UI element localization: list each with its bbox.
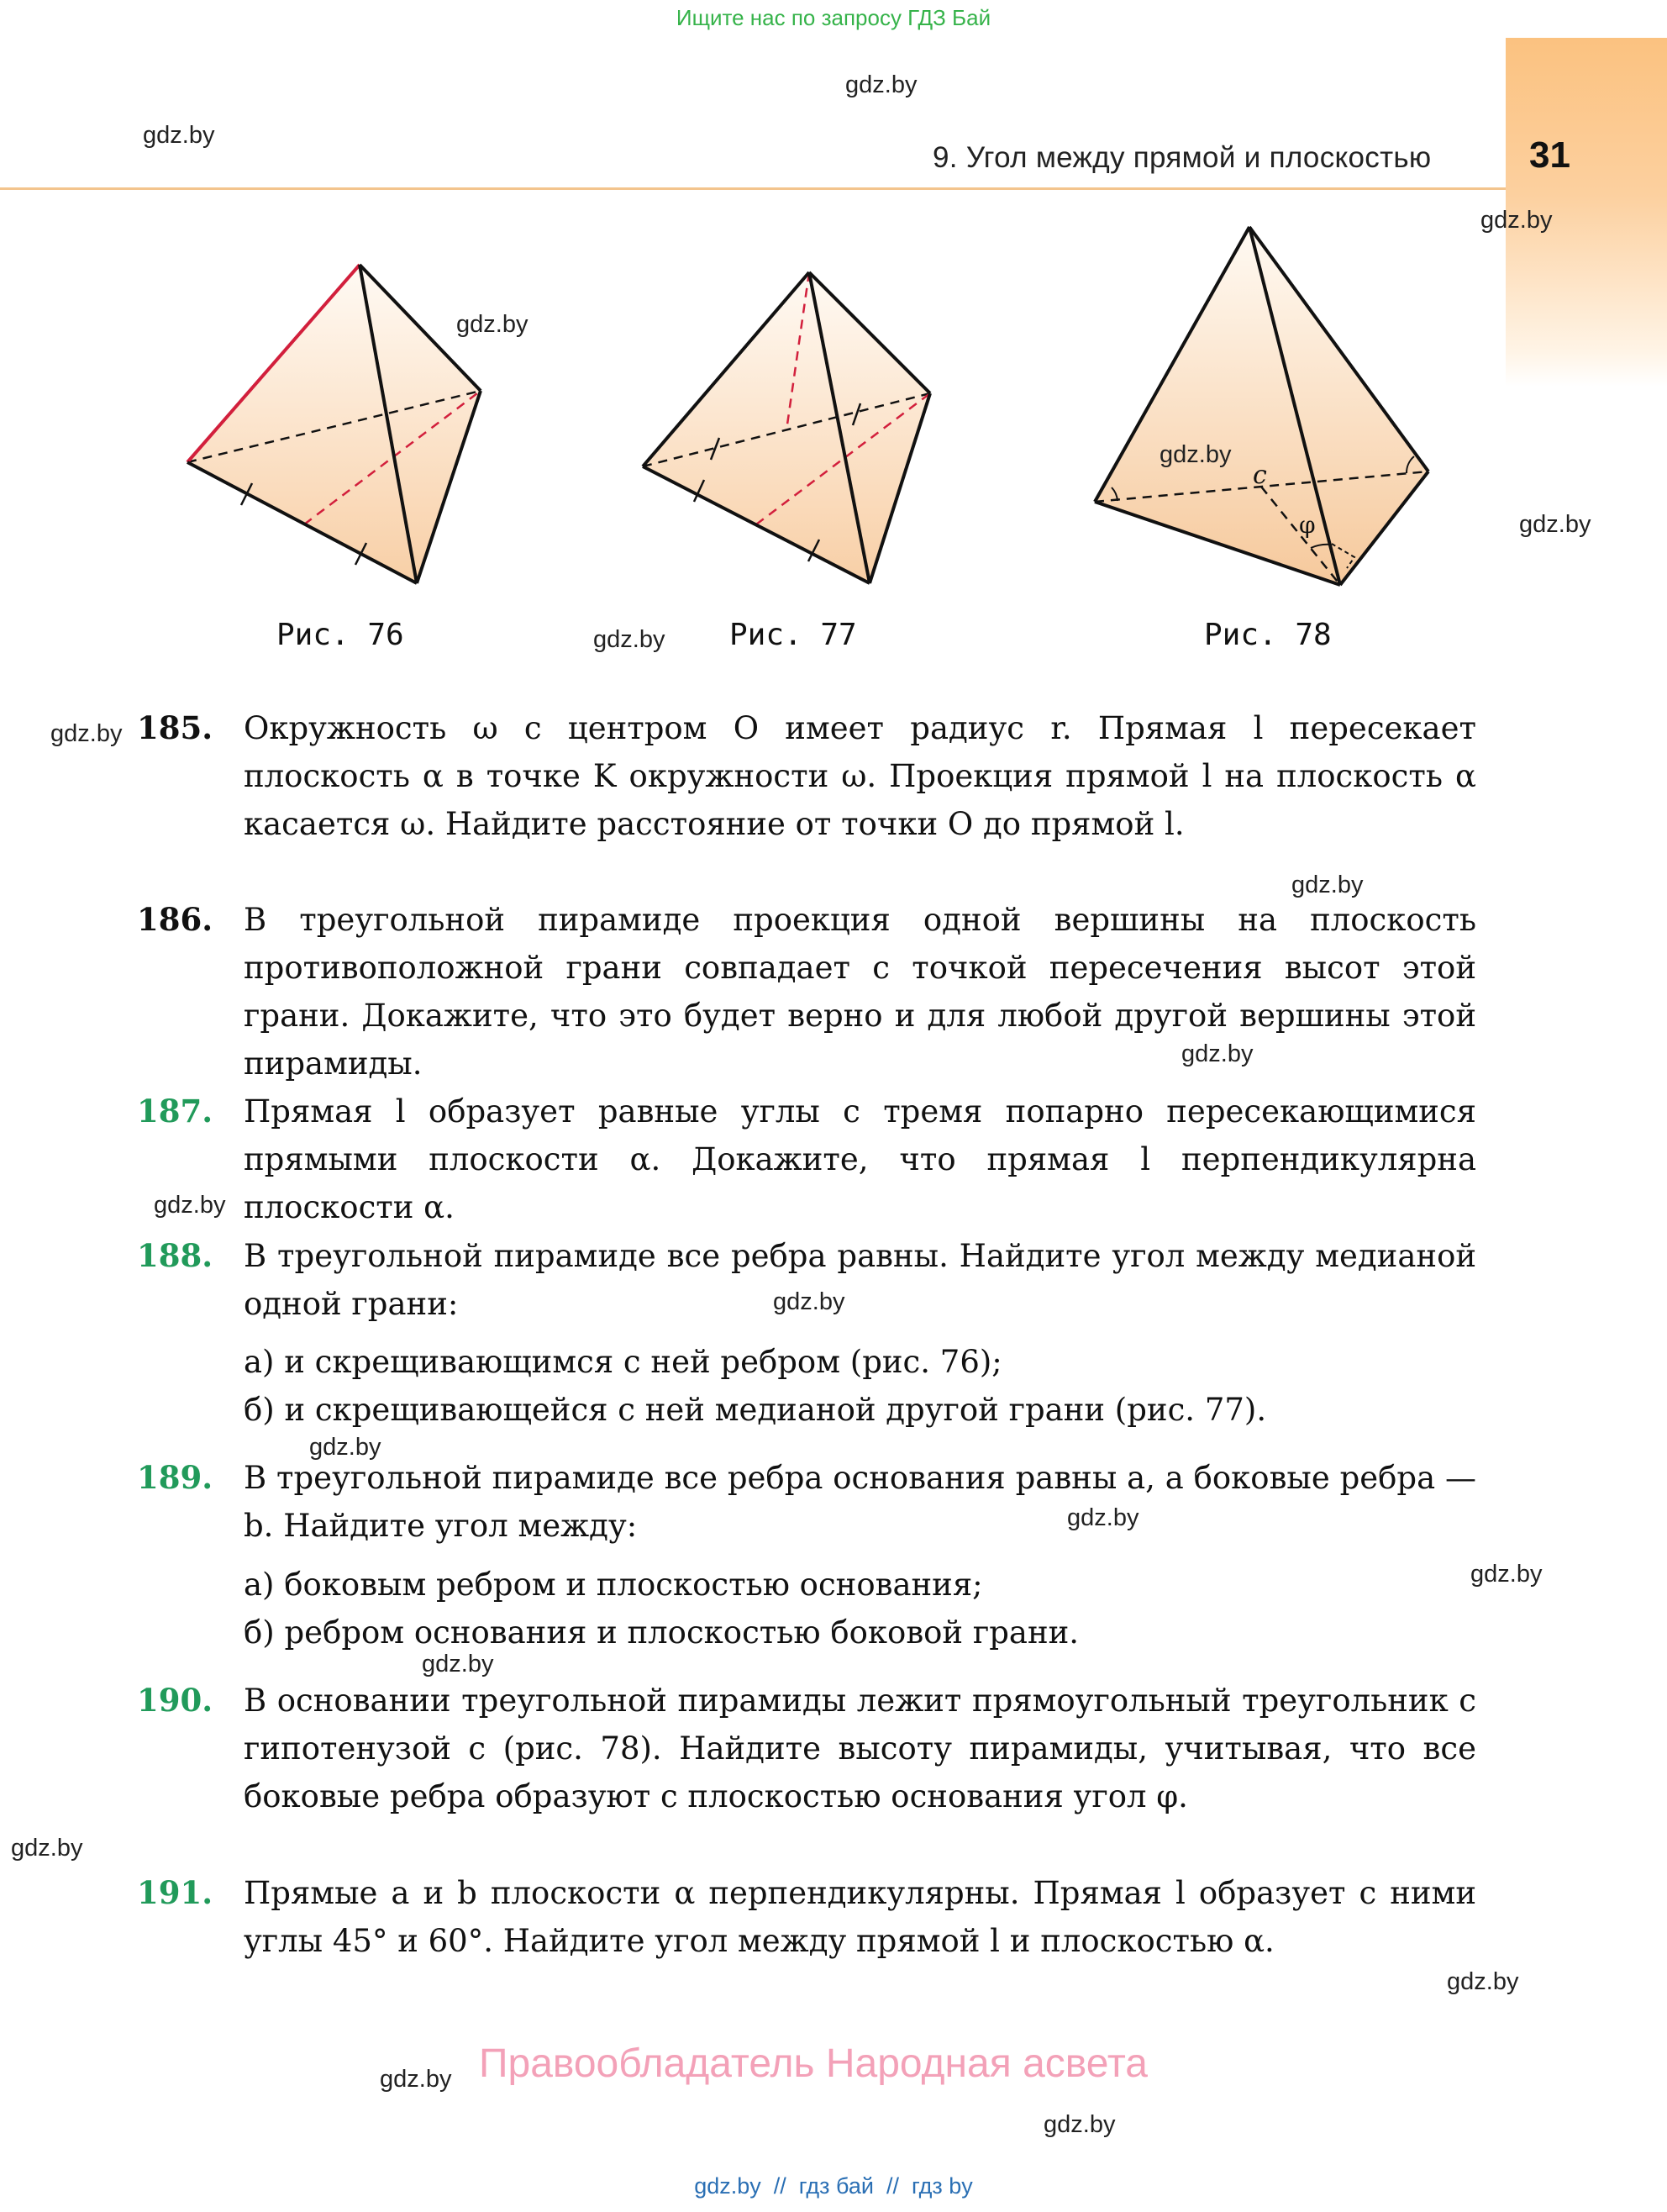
problem-number: 187. (137, 1093, 213, 1130)
watermark: gdz.by (1480, 207, 1553, 234)
problem-185 (139, 704, 1476, 848)
problem-189 (139, 1454, 1476, 1550)
watermark: gdz.by (309, 1434, 381, 1461)
running-head: 9. Угол между прямой и плоскостью (933, 141, 1432, 174)
problem-188-item-a: а) и скрещивающимся с ней ребром (рис. 76); (244, 1344, 1002, 1380)
problem-186 (139, 896, 1476, 1088)
copyright-notice: Правообладатель Народная асвета (479, 2041, 1148, 2086)
problem-number: 190. (137, 1682, 213, 1719)
watermark: gdz.by (593, 626, 665, 653)
figure-77-tetrahedron (643, 272, 930, 583)
watermark: gdz.by (845, 71, 918, 98)
watermark: gdz.by (1291, 872, 1364, 898)
problem-text: В основании треугольной пирамиды лежит прямоугольный треугольник с гипотенузой c (рис. 78). Найдите высоту пирамиды, учитывая, что все боковые ребра образуют с плоскостью основания угол φ. (244, 1683, 1476, 1814)
figure-76-tetrahedron (187, 265, 481, 583)
figure-76-caption: Рис. 76 (276, 618, 404, 652)
watermark: gdz.by (422, 1651, 494, 1677)
header-rule (0, 187, 1506, 190)
problem-text: Прямая l образует равные углы с тремя попарно пересекающимися прямыми плоскости α. Докажите, что прямая l перпендикулярна плоскости α. (244, 1093, 1476, 1225)
watermark: gdz.by (11, 1835, 83, 1862)
figure-78-caption: Рис. 78 (1204, 618, 1332, 652)
top-banner: Ищите нас по запросу ГДЗ Бай (676, 5, 991, 30)
problem-text: Окружность ω с центром O имеет радиус r. Прямая l пересекает плоскость α в точке K окружности ω. Проекция прямой l на плоскость α касается ω. Найдите расстояние от точки O до прямой l. (244, 710, 1476, 842)
watermark: gdz.by (1470, 1561, 1543, 1588)
figure-78-pyramid (1095, 227, 1428, 585)
problem-191 (139, 1869, 1476, 1965)
page-number: 31 (1529, 134, 1570, 176)
watermark: gdz.by (143, 122, 215, 149)
watermark: gdz.by (1044, 2111, 1116, 2138)
problem-190 (139, 1677, 1476, 1820)
problem-number: 188. (137, 1237, 213, 1274)
watermark: gdz.by (1447, 1968, 1519, 1995)
problem-189-item-a: а) боковым ребром и плоскостью основания; (244, 1567, 983, 1603)
problem-number: 186. (137, 901, 213, 938)
figures-strip (0, 202, 1504, 622)
watermark: gdz.by (154, 1192, 226, 1219)
figure-78-label-phi: φ (1299, 511, 1316, 539)
figure-78-label-c: c (1253, 461, 1267, 490)
problem-number: 185. (137, 709, 213, 746)
problem-187 (139, 1088, 1476, 1231)
problem-189-item-b: б) ребром основания и плоскостью боковой грани. (244, 1614, 1080, 1651)
watermark: gdz.by (456, 311, 528, 338)
watermark: gdz.by (1160, 441, 1232, 468)
watermark: gdz.by (50, 720, 123, 747)
watermark: gdz.by (1519, 511, 1591, 538)
problem-number: 191. (137, 1874, 213, 1911)
figure-77-caption: Рис. 77 (729, 618, 857, 652)
watermark: gdz.by (773, 1288, 845, 1315)
watermark: gdz.by (380, 2066, 452, 2093)
problem-188-item-b: б) и скрещивающейся с ней медианой другой грани (рис. 77). (244, 1392, 1267, 1428)
problem-text: В треугольной пирамиде проекция одной вершины на плоскость противоположной грани совпадает с точкой пересечения высот этой грани. Докажите, что это будет верно и для любой другой вершины этой пирамиды. (244, 902, 1476, 1082)
watermark: gdz.by (1067, 1504, 1139, 1531)
problem-text: В треугольной пирамиде все ребра равны. Найдите угол между медианой одной грани: (244, 1238, 1476, 1322)
watermark: gdz.by (1181, 1040, 1254, 1067)
problem-text: В треугольной пирамиде все ребра основания равны a, а боковые ребра — b. Найдите угол между: (244, 1460, 1476, 1544)
footer-links[interactable]: gdz.by // гдз бай // гдз by (694, 2173, 973, 2199)
problem-number: 189. (137, 1459, 213, 1496)
problem-text: Прямые a и b плоскости α перпендикулярны. Прямая l образует с ними углы 45° и 60°. Найдите угол между прямой l и плоскостью α. (244, 1875, 1476, 1959)
